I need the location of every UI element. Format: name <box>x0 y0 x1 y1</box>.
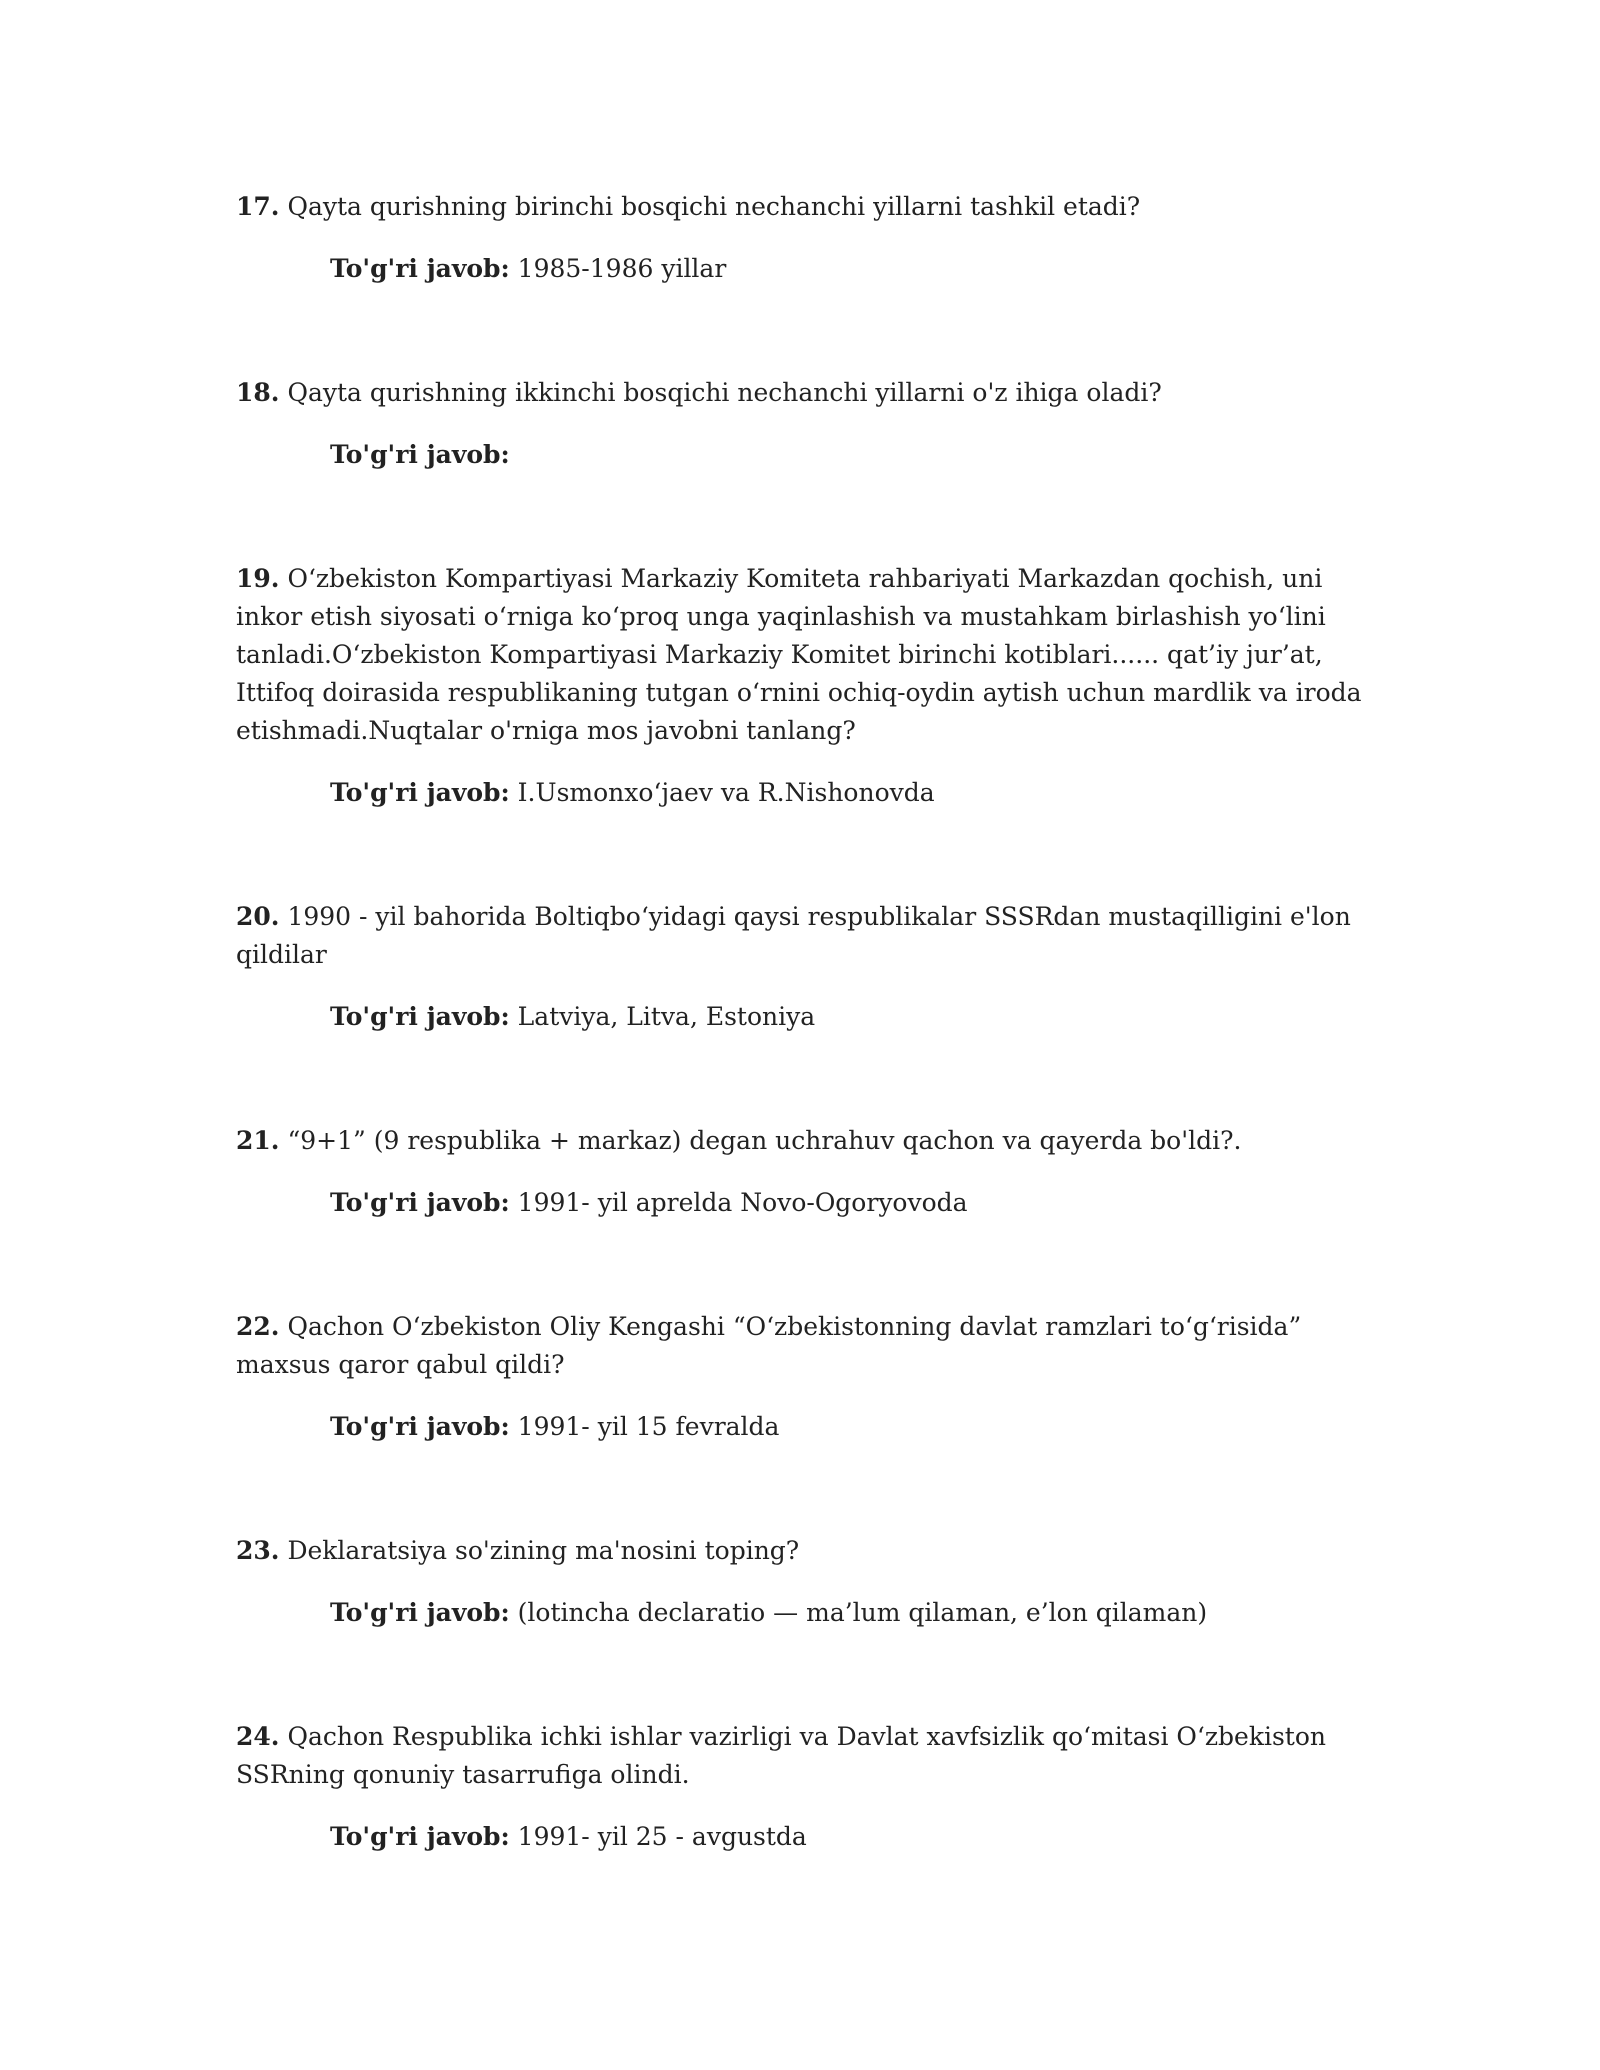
answer-value: 1991- yil 15 fevralda <box>509 1412 780 1441</box>
question-number: 17. <box>236 192 280 221</box>
document-page <box>236 188 1366 1942</box>
answer-line <box>330 1408 1366 1446</box>
question-text <box>236 188 1366 226</box>
question-block-19 <box>236 560 1366 812</box>
question-body: Qachon Respublika ichki ishlar vazirligi va Davlat xavfsizlik qo‘mitasi O‘zbekiston SSRning qonuniy tasarrufiga olindi. <box>236 1722 1327 1789</box>
question-body: Qayta qurishning ikkinchi bosqichi nechanchi yillarni o'z ihiga oladi? <box>279 378 1162 407</box>
question-body: Qachon O‘zbekiston Oliy Kengashi “O‘zbekistonning davlat ramzlari to‘g‘risida” maxsus qaror qabul qildi? <box>236 1312 1302 1379</box>
answer-line <box>330 774 1366 812</box>
question-body: Deklaratsiya so'zining ma'nosini toping? <box>279 1536 800 1565</box>
answer-label: To'g'ri javob: <box>330 1188 510 1217</box>
question-block-21 <box>236 1122 1366 1222</box>
question-text <box>236 560 1366 750</box>
answer-label: To'g'ri javob: <box>330 1002 510 1031</box>
answer-label: To'g'ri javob: <box>330 1412 510 1441</box>
question-block-24 <box>236 1718 1366 1856</box>
question-number: 21. <box>236 1126 280 1155</box>
answer-line <box>330 436 1366 474</box>
answer-value: (lotincha declaratio — ma’lum qilaman, e’lon qilaman) <box>509 1598 1208 1627</box>
answer-label: To'g'ri javob: <box>330 778 510 807</box>
answer-value: 1991- yil 25 - avgustda <box>509 1822 807 1851</box>
question-block-18 <box>236 374 1366 474</box>
answer-line <box>330 1594 1366 1632</box>
answer-line <box>330 1184 1366 1222</box>
question-text <box>236 898 1366 974</box>
answer-value: 1985-1986 yillar <box>509 254 727 283</box>
question-body: 1990 - yil bahorida Boltiqbo‘yidagi qaysi respublikalar SSSRdan mustaqilligini e'lon qildilar <box>236 902 1351 969</box>
answer-line <box>330 1818 1366 1856</box>
question-number: 19. <box>236 564 280 593</box>
question-body: O‘zbekiston Kompartiyasi Markaziy Komiteta rahbariyati Markazdan qochish, uni inkor etish siyosati o‘rniga ko‘proq unga yaqinlashish va mustahkam birlashish yo‘lini tanladi.O‘zbekiston Kompartiyasi Markaziy Komitet birinchi kotiblari...... qat’iy jur’at, Ittifoq doirasida respublikaning tutgan o‘rnini ochiq-oydin aytish uchun mardlik va iroda etishmadi.Nuqtalar o'rniga mos javobni tanlang? <box>236 564 1362 745</box>
question-number: 22. <box>236 1312 280 1341</box>
question-body: Qayta qurishning birinchi bosqichi nechanchi yillarni tashkil etadi? <box>279 192 1141 221</box>
question-text <box>236 1532 1366 1570</box>
question-text <box>236 374 1366 412</box>
question-block-22 <box>236 1308 1366 1446</box>
question-block-23 <box>236 1532 1366 1632</box>
answer-label: To'g'ri javob: <box>330 254 510 283</box>
question-text <box>236 1718 1366 1794</box>
answer-label: To'g'ri javob: <box>330 1598 510 1627</box>
question-body: “9+1” (9 respublika + markaz) degan uchrahuv qachon va qayerda bo'ldi?. <box>279 1126 1242 1155</box>
answer-line <box>330 998 1366 1036</box>
answer-value: I.Usmonxo‘jaev va R.Nishonovda <box>509 778 935 807</box>
question-text <box>236 1308 1366 1384</box>
answer-label: To'g'ri javob: <box>330 1822 510 1851</box>
question-number: 24. <box>236 1722 280 1751</box>
answer-line <box>330 250 1366 288</box>
question-block-20 <box>236 898 1366 1036</box>
answer-value: Latviya, Litva, Estoniya <box>509 1002 816 1031</box>
question-text <box>236 1122 1366 1160</box>
answer-value: 1991- yil aprelda Novo-Ogoryovoda <box>509 1188 968 1217</box>
question-number: 18. <box>236 378 280 407</box>
question-number: 20. <box>236 902 280 931</box>
question-block-17 <box>236 188 1366 288</box>
answer-label: To'g'ri javob: <box>330 440 510 469</box>
question-number: 23. <box>236 1536 280 1565</box>
